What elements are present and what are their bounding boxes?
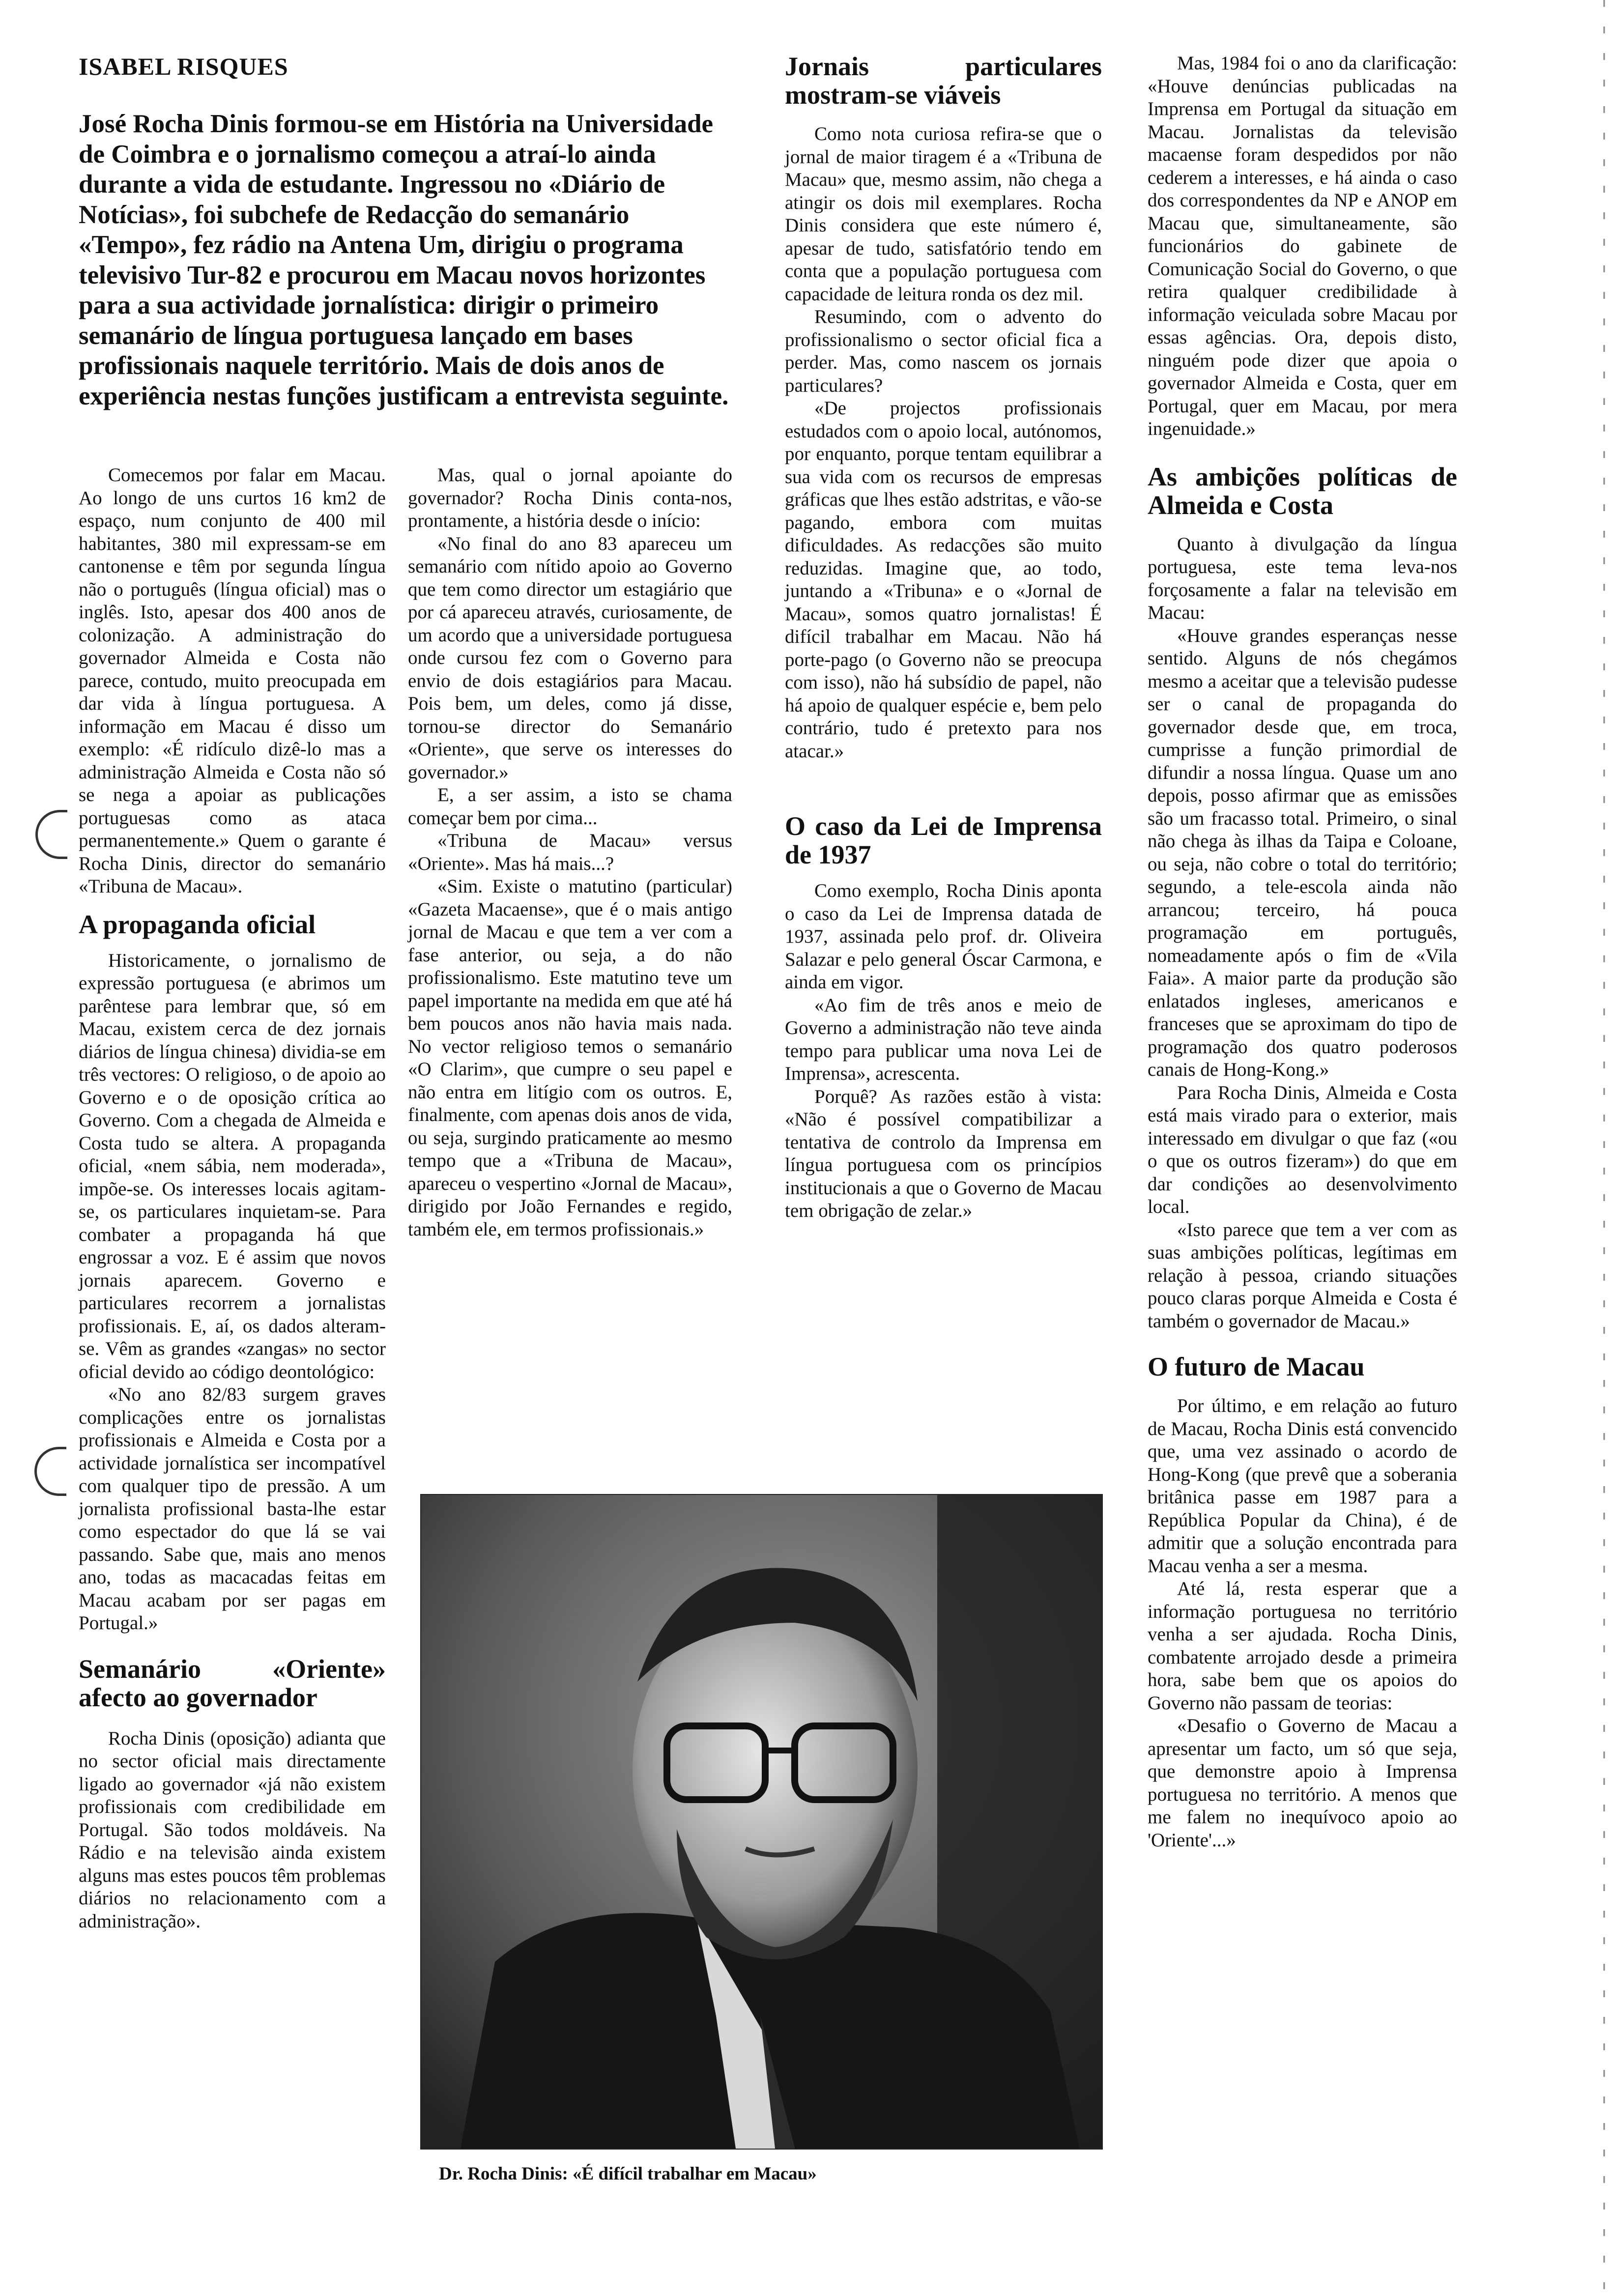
binding-mark <box>35 810 67 859</box>
column-3 <box>785 52 1102 1477</box>
binding-mark <box>34 1447 66 1496</box>
col1-paragraph: Rocha Dinis (oposição) adianta que no sector oficial mais directamente ligado ao governador «já não existem profissionais com credibilidade em Portugal. São todos moldáveis. Na Rádio e na televisão ainda existem alguns mas estes poucos têm problemas diários no relacionamento com a administração». <box>79 1727 386 1932</box>
col1-paragraph: «No ano 82/83 surgem graves complicações entre os jornalistas profissionais e Almeida e Costa por a actividade jornalística ser incompatível com qualquer tipo de pressão. A um jornalista profissional basta-lhe estar como espectador do que lá se vai passando. Sabe que, mais ano menos ano, todas as macacadas feitas em Macau acabam por ser pagas em Portugal.» <box>79 1384 386 1634</box>
col3-paragraph: «De projectos profissionais estudados com o apoio local, autónomos, por enquanto, porque tentam equilibrar a sua vida com os recursos de empresas gráficas que lhes estão adstritas, e vão-se pagando, embora com muitas dificuldades. As redacções são muito reduzidas. Imagine que, ao todo, juntando a «Tribuna» e o «Jornal de Macau», somos quatro jornalistas! É difícil trabalhar em Macau. Não há porte-pago (o Governo não se preocupa com isso), não há subsídio de papel, não há apoio de qualquer espécie e, bem pelo contrário, tudo é pretexto para nos atacar.» <box>785 398 1102 762</box>
column-1 <box>79 464 386 2213</box>
subheading-oriente: Semanário «Oriente» afecto ao governador <box>79 1654 386 1712</box>
subheading-ambicoes: As ambições políticas de Almeida e Costa <box>1148 461 1457 520</box>
col3-paragraph: «Ao fim de três anos e meio de Governo a administração não teve ainda tempo para publicar uma nova Lei de Imprensa», acrescenta. <box>785 994 1102 1084</box>
portrait-illustration <box>421 1495 1102 2149</box>
col2-paragraph: Mas, qual o jornal apoiante do governador? Rocha Dinis conta-nos, prontamente, a história desde o início: <box>408 464 732 531</box>
col4-paragraph: «Houve grandes esperanças nesse sentido. Alguns de nós chegámos mesmo a aceitar que a televisão pudesse ser o canal de propaganda do governador desde que, em troca, cumprisse a função primordial de difundir a nossa língua. Quase um ano depois, posso afirmar que as emissões são um fracasso total. Primeiro, o sinal não chega às ilhas da Taipa e Coloane, ou seja, não cobre o total do território; segundo, a tele-escola ainda não arrancou; terceiro, há pouca programação em português, nomeadamente após o fim de «Vila Faia». A maior parte da produção são enlatados ingleses, americanos e franceses que se aproximam do tipo de programação dos quatro poderosos canais de Hong-Kong.» <box>1148 625 1457 1080</box>
column-4 <box>1148 52 1457 2234</box>
col2-paragraph: «Sim. Existe o matutino (particular) «Gazeta Macaense», que é o mais antigo jornal de Macau e que tem a ver com a fase anterior, ou seja, a do não profissionalismo. Este matutino teve um papel importante na medida em que até há bem poucos anos não havia mais nada. No vector religioso temos o semanário «O Clarim», que cumpre o seu papel e não entra em litígio com os outros. E, finalmente, com apenas dois anos de vida, ou seja, surgindo praticamente ao mesmo tempo que a «Tribuna de Macau», apareceu o vespertino «Jornal de Macau», dirigido por João Fernandes e regido, também ele, em termos profissionais.» <box>408 876 732 1240</box>
col4-paragraph: Por último, e em relação ao futuro de Macau, Rocha Dinis está convencido que, uma vez assinado o acordo de Hong-Kong (que prevê que a soberania britânica passe em 1987 para a República Popular da China), é de admitir que a solução encontrada para Macau venha a ser a mesma. <box>1148 1395 1457 1577</box>
col4-paragraph: Para Rocha Dinis, Almeida e Costa está mais virado para o exterior, mais interessado em divulgar o que faz («ou o que os outros fizeram») do que em dar condições ao desenvolvimento local. <box>1148 1082 1457 1217</box>
subheading-propaganda: A propaganda oficial <box>79 909 316 939</box>
col1-paragraph: Comecemos por falar em Macau. Ao longo de uns curtos 16 km2 de espaço, num conjunto de 400 mil habitantes, 380 mil expressam-se em cantonense e têm por segunda língua não o português (língua oficial) mas o inglês. Isto, apesar dos 400 anos de colonização. A administração do governador Almeida e Costa não parece, contudo, muito preocupada em dar vida à língua portuguesa. A informação em Macau é disso um exemplo: «É ridículo dizê-lo mas a administração Almeida e Costa não só se nega a apoiar as publicações portuguesas como as ataca permanentemente.» Quem o garante é Rocha Dinis, director do semanário «Tribuna de Macau». <box>79 464 386 897</box>
col3-paragraph: Como exemplo, Rocha Dinis aponta o caso da Lei de Imprensa datada de 1937, assinada pelo prof. dr. Oliveira Salazar e pelo general Óscar Carmona, e ainda em vigor. <box>785 880 1102 993</box>
column-2 <box>408 464 732 1476</box>
col2-paragraph: «Tribuna de Macau» versus «Oriente». Mas há mais...? <box>408 830 732 874</box>
subheading-futuro: O futuro de Macau <box>1148 1352 1365 1381</box>
col4-paragraph: Mas, 1984 foi o ano da clarificação: «Houve denúncias publicadas na Imprensa em Portugal da situação em Macau. Jornalistas da televisão macaense foram despedidos por não cederem a interesses, e há ainda o caso dos correspondentes da NP e ANOP em Macau que, simultaneamente, são funcionários do gabinete de Comunicação Social do Governo, o que retira qualquer credibilidade à informação veiculada sobre Macau por essas agências. Ora, depois disto, ninguém pode dizer que apoia o governador Almeida e Costa, quer em Portugal, quer em Macau, por mera ingenuidade.» <box>1148 53 1457 439</box>
col4-paragraph: Até lá, resta esperar que a informação portuguesa no território venha a ser ajudada. Rocha Dinis, combatente arrojado desde a primeira hora, sabe bem que os apoios do Governo não passam de teorias: <box>1148 1578 1457 1714</box>
subheading-lei: O caso da Lei de Imprensa de 1937 <box>785 811 1102 869</box>
subheading-jornais: Jornais particulares mostram-se viáveis <box>785 52 1102 110</box>
col2-paragraph: «No final do ano 83 apareceu um semanário com nítido apoio ao Governo que tem como director um estagiário que por cá apareceu através, curiosamente, de um acordo que a universidade portuguesa onde cursou fez com o Governo para envio de dois estagiários para Macau. Pois bem, um deles, como já disse, tornou-se director do Semanário «Oriente», que serve os interesses do governador.» <box>408 533 732 783</box>
col2-paragraph: E, a ser assim, a isto se chama começar bem por cima... <box>408 784 732 829</box>
col3-paragraph: Resumindo, com o advento do profissionalismo o sector oficial fica a perder. Mas, como nascem os jornais particulares? <box>785 306 1102 396</box>
page-edge-marks <box>1583 0 1612 2296</box>
photo-caption: Dr. Rocha Dinis: «É difícil trabalhar em Macau» <box>439 2164 817 2184</box>
col4-paragraph: «Isto parece que tem a ver com as suas ambições políticas, legítimas em relação à pessoa, criando situações pouco claras porque Almeida e Costa é também o governador de Macau.» <box>1148 1219 1457 1332</box>
article-lead: José Rocha Dinis formou-se em História na Universidade de Coimbra e o jornalismo começou a atraí-lo ainda durante a vida de estudante. Ingressou no «Diário de Notícias», foi subchefe de Redacção do semanário «Tempo», fez rádio na Antena Um, dirigiu o programa televisivo Tur-82 e procurou em Macau novos horizontes para a sua actividade jornalística: dirigir o primeiro semanário de língua portuguesa lançado em bases profissionais naquele território. Mais de dois anos de experiência nestas funções justificam a entrevista seguinte. <box>79 110 729 410</box>
col4-paragraph: Quanto à divulgação da língua portuguesa, este tema leva-nos forçosamente a falar na televisão em Macau: <box>1148 533 1457 623</box>
col4-paragraph: «Desafio o Governo de Macau a apresentar um facto, um só que seja, que demonstre apoio à Imprensa portuguesa no território. A menos que me falem no inequívoco apoio ao 'Oriente'...» <box>1148 1715 1457 1851</box>
col3-paragraph: Porquê? As razões estão à vista: «Não é possível compatibilizar a tentativa de controlo da Imprensa em língua portuguesa com os princípios institucionais a que o Governo de Macau tem obrigação de zelar.» <box>785 1086 1102 1221</box>
byline: ISABEL RISQUES <box>79 53 288 80</box>
portrait-photo <box>420 1494 1103 2150</box>
col3-paragraph: Como nota curiosa refira-se que o jornal de maior tiragem é a «Tribuna de Macau» que, mesmo assim, não chega a atingir os dois mil exemplares. Rocha Dinis considera que este número é, apesar de tudo, satisfatório tendo em conta que a população portuguesa com capacidade de leitura ronda os dez mil. <box>785 123 1102 305</box>
col1-paragraph: Historicamente, o jornalismo de expressão portuguesa (e abrimos um parêntese para lembrar que, só em Macau, existem cerca de dez jornais diários de língua chinesa) dividia-se em três vectores: O religioso, o de apoio ao Governo e o de oposição crítica ao Governo. Com a chegada de Almeida e Costa tudo se altera. A propaganda oficial, «nem sábia, nem moderada», impõe-se. Os interesses locais agitam-se, os particulares inquietam-se. Para combater a propaganda há que engrossar a voz. E é assim que novos jornais aparecem. Governo e particulares recorrem a jornalistas profissionais. E, aí, os dados alteram-se. Vêm as grandes «zangas» no sector oficial devido ao código deontológico: <box>79 949 386 1382</box>
